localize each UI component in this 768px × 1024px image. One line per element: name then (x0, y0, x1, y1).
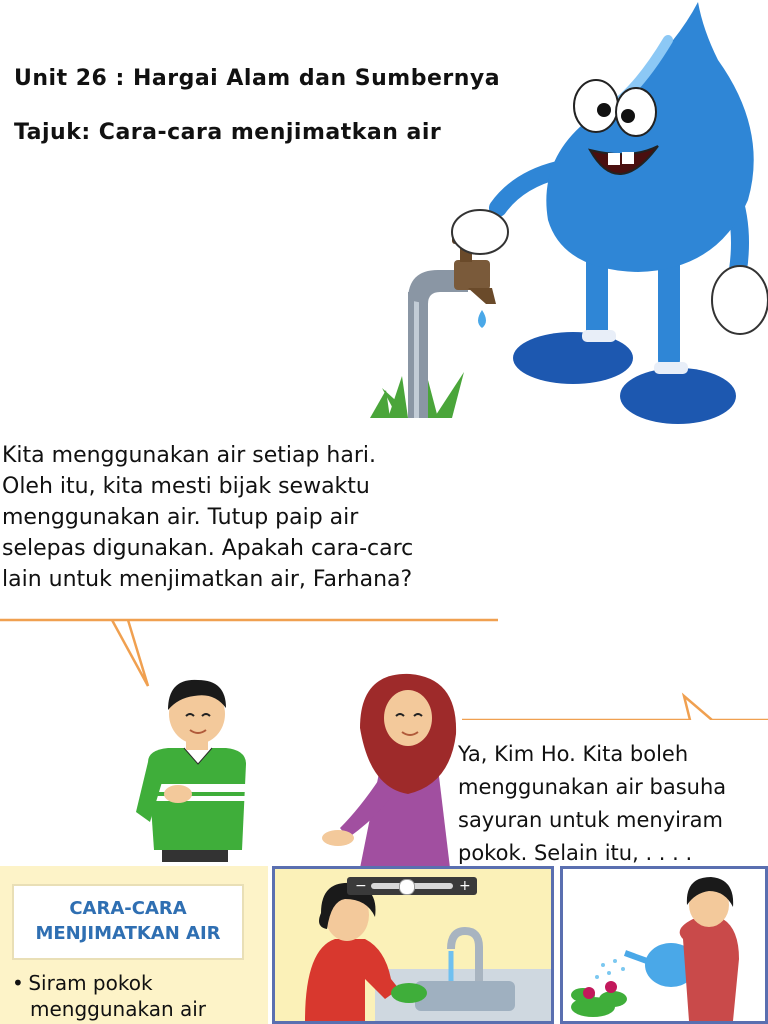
tips-heading-line2: MENJIMATKAN AIR (35, 923, 221, 944)
zoom-out-icon[interactable]: − (355, 878, 367, 894)
tips-heading-box (12, 884, 244, 960)
intro-line: Oleh itu, kita mesti bijak sewaktu (2, 474, 370, 499)
reply-line: sayuran untuk menyiram (458, 808, 723, 832)
girl-character-illustration (320, 668, 470, 868)
tips-heading-line1: CARA-CARA (69, 898, 187, 919)
reply-line: Ya, Kim Ho. Kita boleh (458, 742, 689, 766)
tips-bullet-line1: Siram pokok (28, 971, 153, 995)
water-drop-mascot-icon (368, 0, 768, 440)
tips-bullet-line2: menggunakan air (30, 997, 207, 1021)
photo-watering (560, 866, 768, 1024)
intro-line: selepas digunakan. Apakah cara-carc (2, 536, 414, 561)
reply-paragraph (458, 738, 768, 864)
tips-bullet (12, 970, 206, 1022)
topic-title: Tajuk: Cara-cara menjimatkan air (14, 120, 442, 145)
intro-line: Kita menggunakan air setiap hari. (2, 443, 376, 468)
zoom-slider-handle[interactable] (399, 879, 415, 895)
girl-watering-illustration (563, 869, 765, 1021)
intro-line: lain untuk menjimatkan air, Farhana? (2, 567, 413, 592)
boy-character-illustration (128, 672, 268, 862)
unit-title: Unit 26 : Hargai Alam dan Sumbernya (14, 66, 501, 91)
tips-panel (0, 866, 268, 1024)
reply-line: menggunakan air basuha (458, 775, 727, 799)
zoom-control[interactable] (347, 877, 477, 895)
bullet-dot-icon: • (12, 971, 24, 995)
zoom-in-icon[interactable]: + (459, 878, 471, 894)
intro-line: menggunakan air. Tutup paip air (2, 505, 359, 530)
photo-washing (272, 866, 554, 1024)
reply-line: pokok. Selain itu, . . . . (458, 841, 693, 864)
zoom-slider-track[interactable] (371, 883, 453, 889)
intro-paragraph (2, 440, 502, 595)
